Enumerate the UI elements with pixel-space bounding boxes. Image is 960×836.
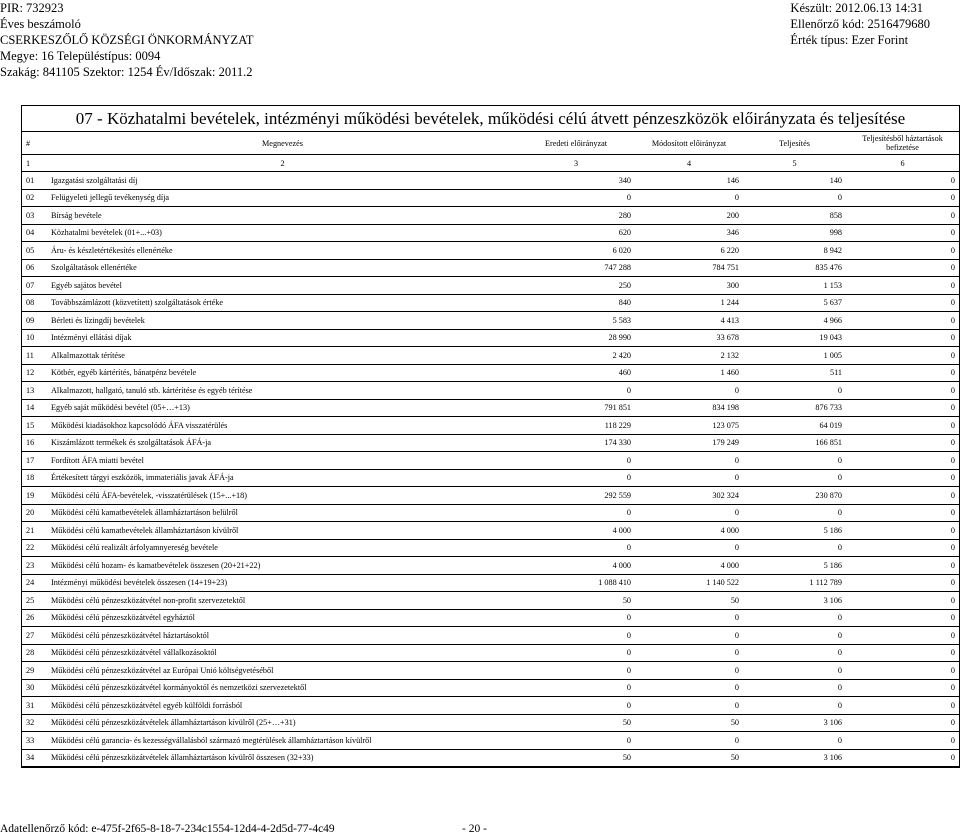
cell-original: 6 020 <box>517 242 635 260</box>
cell-household: 0 <box>846 557 959 575</box>
cell-modified: 0 <box>635 697 743 715</box>
row-number: 25 <box>22 592 48 610</box>
cell-household: 0 <box>846 294 959 312</box>
row-name: Alkalmazott, hallgató, tanuló stb. kártérítése és egyéb térítése <box>48 382 517 400</box>
cell-household: 0 <box>846 452 959 470</box>
cell-original: 460 <box>517 364 635 382</box>
cell-fulfilment: 3 106 <box>743 592 846 610</box>
row-number: 20 <box>22 504 48 522</box>
table-row <box>22 627 959 645</box>
cell-original: 0 <box>517 504 635 522</box>
county-settlement-type: Megye: 16 Településtípus: 0094 <box>0 49 161 63</box>
col-header-name: Megnevezés <box>48 132 517 155</box>
cell-original: 4 000 <box>517 522 635 540</box>
row-name: Intézményi ellátási díjak <box>48 329 517 347</box>
cell-original: 0 <box>517 697 635 715</box>
cell-original: 620 <box>517 224 635 242</box>
cell-original: 4 000 <box>517 557 635 575</box>
cell-household: 0 <box>846 329 959 347</box>
cell-fulfilment: 5 186 <box>743 522 846 540</box>
cell-modified: 6 220 <box>635 242 743 260</box>
row-name: Kiszámlázott termékek és szolgáltatások ÁFÁ-ja <box>48 434 517 452</box>
table-row <box>22 679 959 697</box>
table-row <box>22 364 959 382</box>
row-name: Közhatalmi bevételek (01+...+03) <box>48 224 517 242</box>
cell-fulfilment: 166 851 <box>743 434 846 452</box>
cell-household: 0 <box>846 749 959 767</box>
cell-fulfilment: 64 019 <box>743 417 846 435</box>
cell-modified: 4 000 <box>635 557 743 575</box>
row-name: Működési célú pénzeszközátvétel kormányoktól és nemzetközi szervezetektől <box>48 679 517 697</box>
cell-household: 0 <box>846 259 959 277</box>
cell-original: 292 559 <box>517 487 635 505</box>
col-header-fulfilment: Teljesítés <box>743 132 846 155</box>
row-number: 26 <box>22 609 48 627</box>
row-name: Működési célú pénzeszközátvétel vállalkozásoktól <box>48 644 517 662</box>
cell-household: 0 <box>846 224 959 242</box>
table-row <box>22 574 959 592</box>
table-row <box>22 662 959 680</box>
cell-fulfilment: 0 <box>743 382 846 400</box>
cell-fulfilment: 19 043 <box>743 329 846 347</box>
cell-original: 747 288 <box>517 259 635 277</box>
cell-modified: 0 <box>635 732 743 750</box>
cell-fulfilment: 1 005 <box>743 347 846 365</box>
row-number: 10 <box>22 329 48 347</box>
table-row <box>22 522 959 540</box>
cell-original: 0 <box>517 469 635 487</box>
created-timestamp: Készült: 2012.06.13 14:31 <box>790 1 924 15</box>
table-row <box>22 224 959 242</box>
cell-household: 0 <box>846 504 959 522</box>
row-name: Működési célú ÁFA-bevételek, -visszatérülések (15+...+18) <box>48 487 517 505</box>
cell-modified: 50 <box>635 592 743 610</box>
row-name: Működési célú hozam- és kamatbevételek összesen (20+21+22) <box>48 557 517 575</box>
cell-household: 0 <box>846 697 959 715</box>
cell-household: 0 <box>846 522 959 540</box>
cell-fulfilment: 0 <box>743 732 846 750</box>
cell-modified: 1 460 <box>635 364 743 382</box>
row-number: 27 <box>22 627 48 645</box>
row-number: 22 <box>22 539 48 557</box>
cell-fulfilment: 4 966 <box>743 312 846 330</box>
cell-household: 0 <box>846 469 959 487</box>
report-type: Éves beszámoló <box>0 17 81 31</box>
cell-original: 0 <box>517 732 635 750</box>
cell-modified: 834 198 <box>635 399 743 417</box>
pir-number: PIR: 732923 <box>0 1 64 15</box>
row-number: 06 <box>22 259 48 277</box>
row-name: Működési célú pénzeszközátvétel az Európai Unió költségvetéséből <box>48 662 517 680</box>
row-number: 31 <box>22 697 48 715</box>
cell-modified: 33 678 <box>635 329 743 347</box>
cell-modified: 179 249 <box>635 434 743 452</box>
cell-fulfilment: 3 106 <box>743 714 846 732</box>
row-name: Igazgatási szolgáltatási díj <box>48 172 517 190</box>
cell-fulfilment: 0 <box>743 452 846 470</box>
cell-modified: 0 <box>635 662 743 680</box>
table-row <box>22 732 959 750</box>
col-header-original: Eredeti előirányzat <box>517 132 635 155</box>
cell-household: 0 <box>846 714 959 732</box>
cell-fulfilment: 0 <box>743 627 846 645</box>
row-number: 29 <box>22 662 48 680</box>
row-number: 15 <box>22 417 48 435</box>
cell-modified: 50 <box>635 714 743 732</box>
cell-modified: 4 413 <box>635 312 743 330</box>
cell-fulfilment: 3 106 <box>743 749 846 767</box>
column-number-row <box>22 155 959 172</box>
row-number: 34 <box>22 749 48 767</box>
report-header-right <box>790 0 930 48</box>
row-name: Bírság bevétele <box>48 207 517 225</box>
cell-original: 174 330 <box>517 434 635 452</box>
cell-original: 5 583 <box>517 312 635 330</box>
table-row <box>22 749 959 767</box>
col-number: 2 <box>48 155 517 172</box>
cell-household: 0 <box>846 662 959 680</box>
table-row <box>22 592 959 610</box>
cell-original: 0 <box>517 609 635 627</box>
cell-original: 50 <box>517 714 635 732</box>
col-number: 3 <box>517 155 635 172</box>
cell-household: 0 <box>846 574 959 592</box>
cell-modified: 0 <box>635 469 743 487</box>
row-number: 18 <box>22 469 48 487</box>
table-row <box>22 294 959 312</box>
row-name: Bérleti és lízingdíj bevételek <box>48 312 517 330</box>
row-name: Működési célú pénzeszközátvételek államháztartáson kívülről összesen (32+33) <box>48 749 517 767</box>
cell-household: 0 <box>846 242 959 260</box>
table-row <box>22 487 959 505</box>
cell-modified: 0 <box>635 189 743 207</box>
cell-household: 0 <box>846 434 959 452</box>
cell-modified: 302 324 <box>635 487 743 505</box>
cell-fulfilment: 858 <box>743 207 846 225</box>
cell-modified: 1 140 522 <box>635 574 743 592</box>
table-row <box>22 504 959 522</box>
row-number: 23 <box>22 557 48 575</box>
table-row <box>22 329 959 347</box>
row-name: Működési célú pénzeszközátvétel non-profit szervezetektől <box>48 592 517 610</box>
table-row <box>22 172 959 190</box>
row-number: 02 <box>22 189 48 207</box>
cell-original: 280 <box>517 207 635 225</box>
cell-fulfilment: 1 112 789 <box>743 574 846 592</box>
col-number: 1 <box>22 155 48 172</box>
cell-fulfilment: 140 <box>743 172 846 190</box>
table-row <box>22 259 959 277</box>
cell-modified: 0 <box>635 627 743 645</box>
row-number: 04 <box>22 224 48 242</box>
row-number: 21 <box>22 522 48 540</box>
cell-original: 250 <box>517 277 635 295</box>
table-row <box>22 469 959 487</box>
row-number: 08 <box>22 294 48 312</box>
table-row <box>22 609 959 627</box>
cell-household: 0 <box>846 487 959 505</box>
table-row <box>22 557 959 575</box>
cell-fulfilment: 0 <box>743 609 846 627</box>
col-number: 6 <box>846 155 959 172</box>
table-row <box>22 189 959 207</box>
col-header-household: Teljesítésből háztartások befizetése <box>846 132 959 155</box>
cell-fulfilment: 0 <box>743 697 846 715</box>
cell-modified: 0 <box>635 452 743 470</box>
cell-original: 0 <box>517 627 635 645</box>
row-number: 13 <box>22 382 48 400</box>
cell-original: 118 229 <box>517 417 635 435</box>
cell-household: 0 <box>846 382 959 400</box>
sector-period: Szakág: 841105 Szektor: 1254 Év/Időszak: 2011.2 <box>0 65 253 79</box>
col-number: 5 <box>743 155 846 172</box>
cell-household: 0 <box>846 592 959 610</box>
table-row <box>22 277 959 295</box>
row-number: 30 <box>22 679 48 697</box>
cell-household: 0 <box>846 347 959 365</box>
cell-original: 0 <box>517 452 635 470</box>
table-row <box>22 539 959 557</box>
footer-check-code: Adatellenőrző kód: e-475f-2f65-8-18-7-234c1554-12d4-4-2d5d-77-4c49 <box>0 823 335 835</box>
cell-original: 791 851 <box>517 399 635 417</box>
cell-modified: 0 <box>635 504 743 522</box>
cell-original: 28 990 <box>517 329 635 347</box>
row-number: 03 <box>22 207 48 225</box>
cell-original: 840 <box>517 294 635 312</box>
cell-fulfilment: 511 <box>743 364 846 382</box>
row-number: 19 <box>22 487 48 505</box>
col-header-modified: Módosított előirányzat <box>635 132 743 155</box>
cell-household: 0 <box>846 207 959 225</box>
table-row <box>22 644 959 662</box>
cell-original: 50 <box>517 592 635 610</box>
table-row <box>22 312 959 330</box>
cell-modified: 50 <box>635 749 743 767</box>
row-name: Szolgáltatások ellenértéke <box>48 259 517 277</box>
table-title: 07 - Közhatalmi bevételek, intézményi működési bevételek, működési célú átvett pénzeszközök előirányzata és teljesítése <box>22 106 959 132</box>
page-footer <box>0 822 487 836</box>
cell-fulfilment: 998 <box>743 224 846 242</box>
table-row <box>22 714 959 732</box>
value-type: Érték típus: Ezer Forint <box>790 33 909 47</box>
row-name: Továbbszámlázott (közvetített) szolgáltatások értéke <box>48 294 517 312</box>
row-name: Intézményi működési bevételek összesen (14+19+23) <box>48 574 517 592</box>
row-number: 01 <box>22 172 48 190</box>
cell-modified: 300 <box>635 277 743 295</box>
cell-original: 340 <box>517 172 635 190</box>
row-name: Áru- és készletértékesítés ellenértéke <box>48 242 517 260</box>
cell-modified: 0 <box>635 609 743 627</box>
row-name: Működési célú pénzeszközátvétel egyéb külföldi forrásból <box>48 697 517 715</box>
cell-modified: 784 751 <box>635 259 743 277</box>
cell-fulfilment: 0 <box>743 644 846 662</box>
row-name: Működési célú pénzeszközátvételek államháztartáson kívülről (25+…+31) <box>48 714 517 732</box>
cell-modified: 2 132 <box>635 347 743 365</box>
row-name: Egyéb saját működési bevétel (05+…+13) <box>48 399 517 417</box>
cell-fulfilment: 0 <box>743 189 846 207</box>
cell-household: 0 <box>846 277 959 295</box>
cell-household: 0 <box>846 679 959 697</box>
row-name: Felügyeleti jellegű tevékenység díja <box>48 189 517 207</box>
row-name: Kötbér, egyéb kártérítés, bánatpénz bevétele <box>48 364 517 382</box>
row-number: 28 <box>22 644 48 662</box>
cell-household: 0 <box>846 732 959 750</box>
cell-original: 2 420 <box>517 347 635 365</box>
cell-modified: 0 <box>635 382 743 400</box>
cell-household: 0 <box>846 627 959 645</box>
cell-fulfilment: 8 942 <box>743 242 846 260</box>
row-name: Működési célú realizált árfolyamnyereség bevétele <box>48 539 517 557</box>
row-number: 24 <box>22 574 48 592</box>
cell-original: 50 <box>517 749 635 767</box>
table-row <box>22 399 959 417</box>
cell-modified: 200 <box>635 207 743 225</box>
table-header-row <box>22 132 959 155</box>
table-row <box>22 417 959 435</box>
cell-original: 0 <box>517 189 635 207</box>
page-number: - 20 - <box>462 823 487 835</box>
cell-fulfilment: 0 <box>743 662 846 680</box>
cell-original: 0 <box>517 679 635 697</box>
cell-fulfilment: 230 870 <box>743 487 846 505</box>
cell-household: 0 <box>846 172 959 190</box>
row-number: 32 <box>22 714 48 732</box>
report-table-frame <box>21 105 960 768</box>
cell-fulfilment: 0 <box>743 469 846 487</box>
row-name: Működési célú garancia- és kezességvállalásból származó megtérülések államháztartáson kívülről <box>48 732 517 750</box>
cell-original: 0 <box>517 539 635 557</box>
cell-fulfilment: 0 <box>743 539 846 557</box>
table-row <box>22 242 959 260</box>
cell-household: 0 <box>846 399 959 417</box>
cell-fulfilment: 1 153 <box>743 277 846 295</box>
row-name: Értékesített tárgyi eszközök, immateriális javak ÁFÁ-ja <box>48 469 517 487</box>
cell-modified: 0 <box>635 644 743 662</box>
table-row <box>22 382 959 400</box>
row-number: 16 <box>22 434 48 452</box>
row-name: Működési célú kamatbevételek államháztartáson kívülről <box>48 522 517 540</box>
table-row <box>22 452 959 470</box>
cell-modified: 123 075 <box>635 417 743 435</box>
row-number: 09 <box>22 312 48 330</box>
cell-household: 0 <box>846 312 959 330</box>
row-name: Működési célú pénzeszközátvétel háztartásoktól <box>48 627 517 645</box>
cell-household: 0 <box>846 417 959 435</box>
row-number: 12 <box>22 364 48 382</box>
cell-modified: 146 <box>635 172 743 190</box>
row-number: 14 <box>22 399 48 417</box>
row-number: 05 <box>22 242 48 260</box>
check-code: Ellenőrző kód: 2516479680 <box>790 17 930 31</box>
cell-original: 0 <box>517 662 635 680</box>
cell-modified: 346 <box>635 224 743 242</box>
row-name: Alkalmazottak térítése <box>48 347 517 365</box>
cell-fulfilment: 0 <box>743 679 846 697</box>
cell-fulfilment: 5 637 <box>743 294 846 312</box>
cell-modified: 1 244 <box>635 294 743 312</box>
cell-household: 0 <box>846 189 959 207</box>
row-number: 11 <box>22 347 48 365</box>
cell-fulfilment: 5 186 <box>743 557 846 575</box>
table-row <box>22 347 959 365</box>
cell-fulfilment: 835 476 <box>743 259 846 277</box>
row-name: Működési célú pénzeszközátvétel egyháztól <box>48 609 517 627</box>
row-name: Működési célú kamatbevételek államháztartáson belülről <box>48 504 517 522</box>
cell-original: 1 088 410 <box>517 574 635 592</box>
organization-name: CSERKESZŐLŐ KÖZSÉGI ÖNKORMÁNYZAT <box>0 33 254 47</box>
cell-household: 0 <box>846 539 959 557</box>
table-row <box>22 434 959 452</box>
col-number: 4 <box>635 155 743 172</box>
row-number: 33 <box>22 732 48 750</box>
cell-modified: 4 000 <box>635 522 743 540</box>
row-number: 17 <box>22 452 48 470</box>
cell-modified: 0 <box>635 539 743 557</box>
col-header-index: # <box>22 132 48 155</box>
cell-household: 0 <box>846 644 959 662</box>
cell-household: 0 <box>846 609 959 627</box>
cell-fulfilment: 876 733 <box>743 399 846 417</box>
cell-fulfilment: 0 <box>743 504 846 522</box>
cell-household: 0 <box>846 364 959 382</box>
row-number: 07 <box>22 277 48 295</box>
cell-original: 0 <box>517 382 635 400</box>
report-header-left <box>0 0 253 80</box>
revenue-table <box>22 132 959 767</box>
table-row <box>22 697 959 715</box>
cell-modified: 0 <box>635 679 743 697</box>
cell-original: 0 <box>517 644 635 662</box>
row-name: Egyéb sajátos bevétel <box>48 277 517 295</box>
row-name: Fordított ÁFA miatti bevétel <box>48 452 517 470</box>
row-name: Működési kiadásokhoz kapcsolódó ÁFA visszatérülés <box>48 417 517 435</box>
table-row <box>22 207 959 225</box>
